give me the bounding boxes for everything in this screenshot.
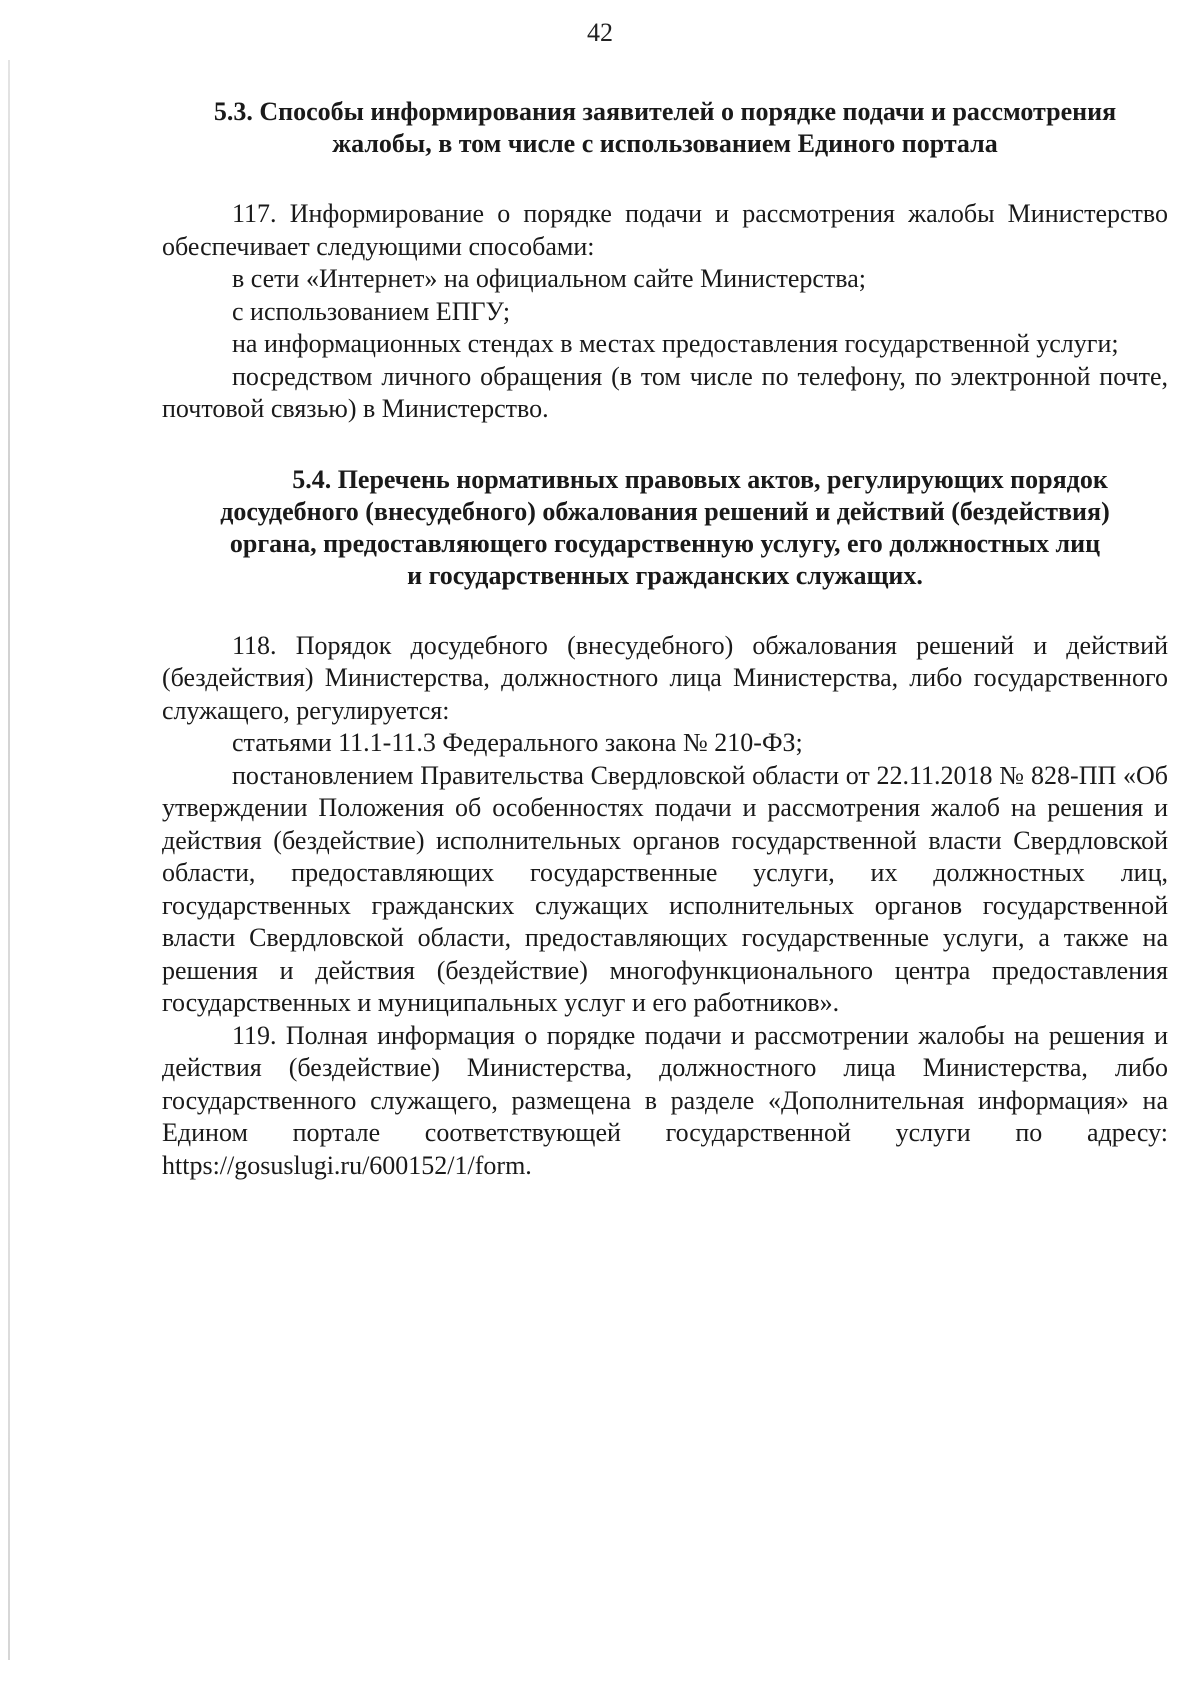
heading-line: жалобы, в том числе с использованием Единого портала	[332, 129, 998, 158]
gosuslugi-url[interactable]: https://gosuslugi.ru/600152/1/form.	[162, 1150, 532, 1180]
paragraph-119	[162, 1020, 1168, 1183]
list-item: на информационных стендах в местах предоставления государственной услуги;	[232, 329, 1119, 358]
section-5-4-heading	[162, 464, 1168, 592]
paragraph-119-text: 119. Полная информация о порядке подачи и рассмотрении жалобы на решения и действия (бездействие) Министерства, должностного лица Министерства, либо государственного служащего, размещена в разделе «Дополнительная информация» на Едином портале соответствующей государственной услуги по адресу:	[162, 1020, 1168, 1147]
document-body	[162, 96, 1168, 1182]
list-item: с использованием ЕПГУ;	[232, 296, 511, 326]
section-5-3-heading	[162, 96, 1168, 160]
paragraph-117: 117. Информирование о порядке подачи и рассмотрения жалобы Министерство обеспечивает следующими способами:	[162, 199, 1168, 261]
heading-line: 5.4. Перечень нормативных правовых актов, регулирующих порядок	[292, 464, 1108, 494]
list-item: постановлением Правительства Свердловской области от 22.11.2018 № 828-ПП «Об утверждении Положения об особенностях подачи и рассмотрения жалоб на решения и действия (бездействие) исполнительных органов государственной власти Свердловской области, предоставляющих государственные услуги, их должностных лиц, государственных гражданских служащих исполнительных органов государственной власти Свердловской области, предоставляющих государственные услуги, а также на решения и действия (бездействие) многофункционального центра предоставления государственных и муниципальных услуг и его работников».	[162, 760, 1168, 1017]
heading-line: органа, предоставляющего государственную услугу, его должностных лиц	[229, 528, 1101, 558]
heading-line: досудебного (внесудебного) обжалования решений и действий (бездействия)	[220, 496, 1110, 526]
heading-line: 5.3. Способы информирования заявителей о порядке подачи и рассмотрения	[213, 97, 1117, 126]
heading-line: и государственных гражданских служащих.	[407, 560, 923, 590]
page-number: 42	[587, 18, 613, 47]
list-item: посредством личного обращения (в том числе по телефону, по электронной почте, почтовой связью) в Министерство.	[162, 361, 1168, 423]
scan-edge	[8, 60, 10, 1660]
list-item: статьями 11.1-11.3 Федерального закона № 210-ФЗ;	[232, 728, 803, 757]
list-item: в сети «Интернет» на официальном сайте Министерства;	[232, 264, 866, 293]
paragraph-118: 118. Порядок досудебного (внесудебного) обжалования решений и действий (бездействия) Министерства, должностного лица Министерства, либо государственного служащего, регулируется:	[162, 630, 1168, 725]
